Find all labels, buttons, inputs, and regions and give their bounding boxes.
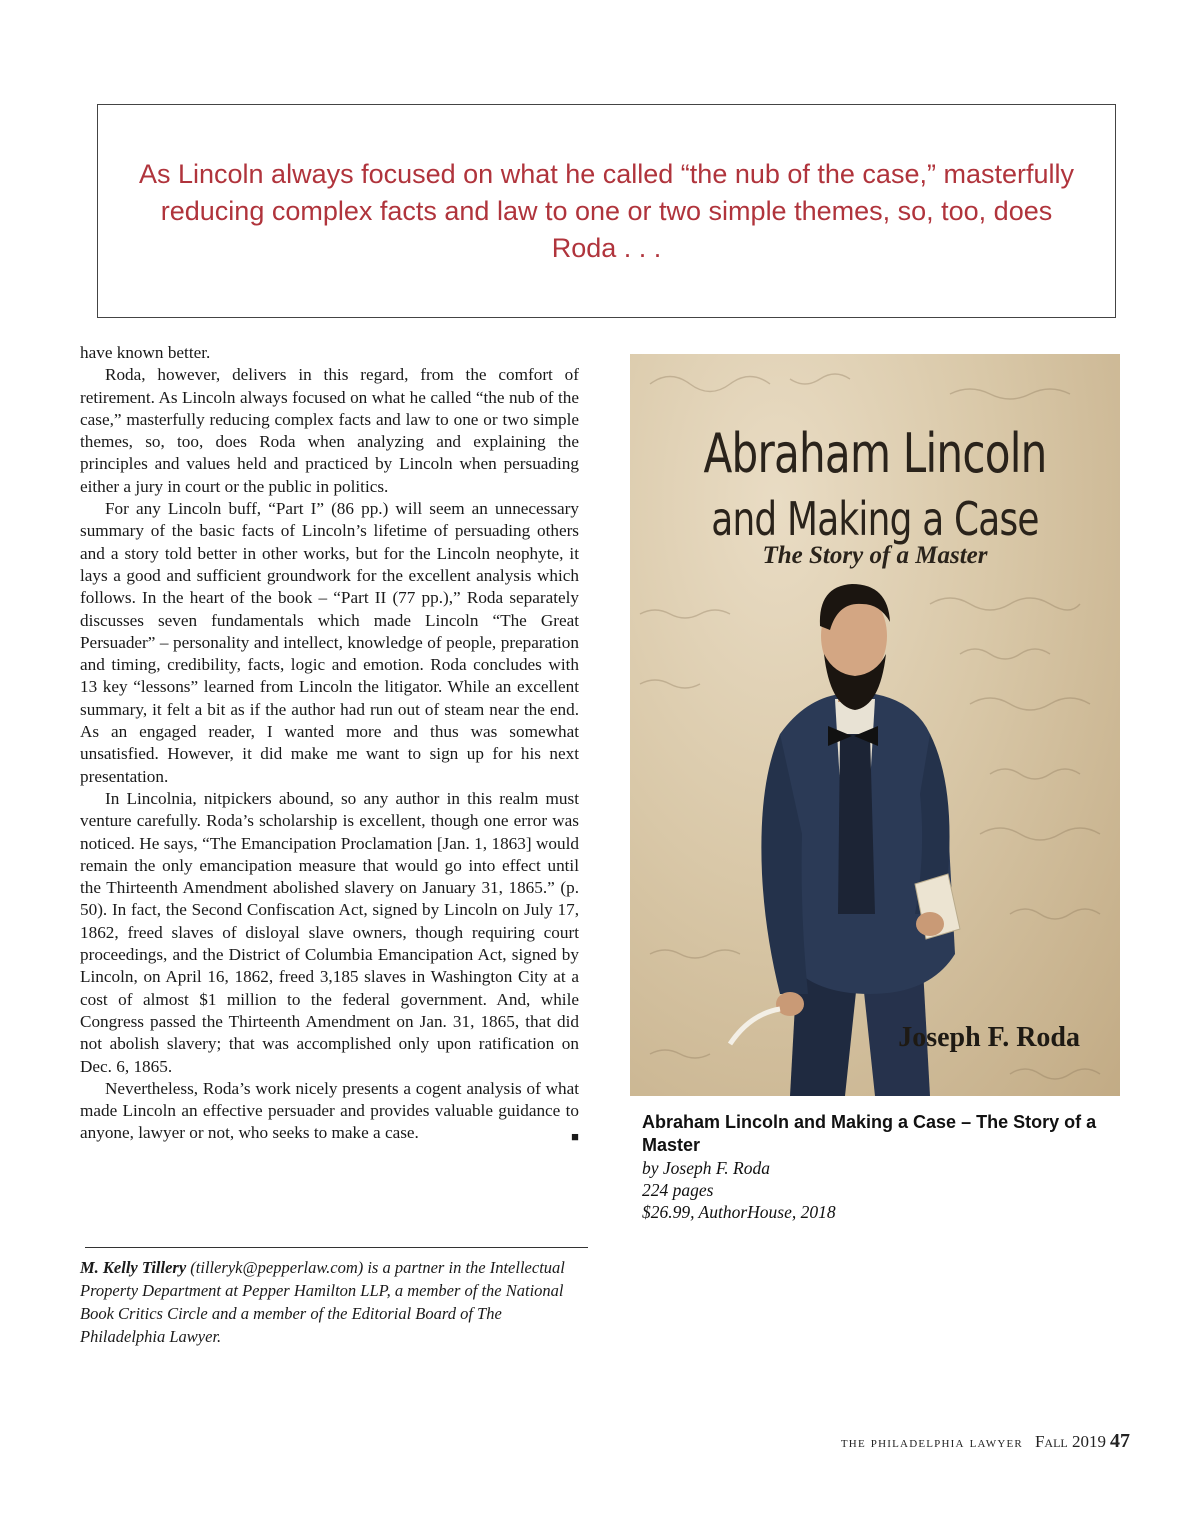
pull-quote-box	[97, 104, 1116, 318]
article-paragraph: have known better.	[80, 343, 211, 362]
article-paragraph-last	[80, 1078, 579, 1145]
article-paragraph: In Lincolnia, nitpickers abound, so any author in this realm must venture carefully. Roda’s scholarship is excellent, though one error was noticed. He says, “The Emancipation Proclamation [Jan. 1, 1863] would remain the only emancipation measure that would go into effect until the Thirteenth Amendment abolished slavery on January 31, 1865.” (p. 50). In fact, the Second Confiscation Act, signed by Lincoln on July 17, 1862, freed slaves of disloyal slave owners, though requiring court proceedings, and the District of Columbia Emancipation Act, signed by Lincoln, on April 16, 1862, freed 3,185 slaves in Washington City at a cost of almost $1 million to the federal government. And, while Congress passed the Thirteenth Amendment on Jan. 31, 1865, that did not abolish slavery; that was accomplished only upon ratification on Dec. 6, 1865.	[80, 788, 579, 1076]
cover-subtitle: The Story of a Master	[762, 542, 988, 569]
end-mark-icon: ■	[571, 1129, 579, 1145]
bio-name: M. Kelly Tillery	[80, 1258, 187, 1277]
cover-title-line1: Abraham Lincoln	[703, 422, 1047, 485]
bio-text: (tilleryk@pepperlaw.com) is a partner in the Intellectual Property Department at Pepper Hamilton LLP, a member of the National Book Critics Circle and a member of the Editorial Board of The Philadelphia Lawyer.	[80, 1258, 565, 1346]
book-pages: 224 pages	[642, 1180, 714, 1200]
article-paragraph: Roda, however, delivers in this regard, from the comfort of retirement. As Lincoln always focused on what he called “the nub of the case,” masterfully reducing complex facts and law to one or two simple themes, so, too, does Roda when analyzing and explaining the principles and values held and practiced by Lincoln when persuading either a jury in court or the public in politics.	[80, 365, 579, 496]
cover-author: Joseph F. Roda	[898, 1022, 1080, 1053]
bio-divider	[85, 1247, 588, 1248]
author-bio	[80, 1256, 585, 1348]
magazine-name: the philadelphia lawyer	[840, 1435, 1023, 1451]
book-author: by Joseph F. Roda	[642, 1158, 770, 1178]
book-price-publisher: $26.99, AuthorHouse, 2018	[642, 1202, 836, 1222]
lincoln-portrait-icon	[630, 354, 1120, 1096]
article-paragraph: Nevertheless, Roda’s work nicely presents a cogent analysis of what made Lincoln an effective persuader and provides valuable guidance to anyone, lawyer or not, who seeks to make a case.	[80, 1078, 579, 1143]
article-body	[80, 342, 579, 1149]
article-paragraph: For any Lincoln buff, “Part I” (86 pp.) will seem an unnecessary summary of the basic facts of Lincoln’s lifetime of persuading others and a story told better in other works, but for the Lincoln neophyte, it lays a good and sufficient groundwork for the excellent analysis which follows. In the heart of the book – “Part II (77 pp.),” Roda separately discusses seven fundamentals which made Lincoln “The Great Persuader” – personality and intellect, knowledge of people, preparation and timing, credibility, facts, logic and emotion. Roda concludes with 13 key “lessons” learned from Lincoln the litigator. While an excellent summary, it felt a bit as if the author had run out of steam near the end. As an engaged reader, I wanted more and thus was somewhat unsatisfied. However, it did make me want to sign up for his next presentation.	[80, 499, 579, 786]
issue-season: Fall 2019	[1034, 1432, 1106, 1451]
page-footer	[841, 1430, 1130, 1453]
page-number: 47	[1110, 1430, 1130, 1452]
book-caption	[642, 1111, 1112, 1223]
book-title: Abraham Lincoln and Making a Case – The Story of a Master	[642, 1112, 1097, 1155]
book-cover-image	[630, 354, 1120, 1096]
cover-title-line2: and Making a Case	[711, 492, 1039, 546]
pull-quote-text: As Lincoln always focused on what he called “the nub of the case,” masterfully reducing complex facts and law to one or two simple themes, so, too, does Roda . . .	[138, 158, 1074, 263]
